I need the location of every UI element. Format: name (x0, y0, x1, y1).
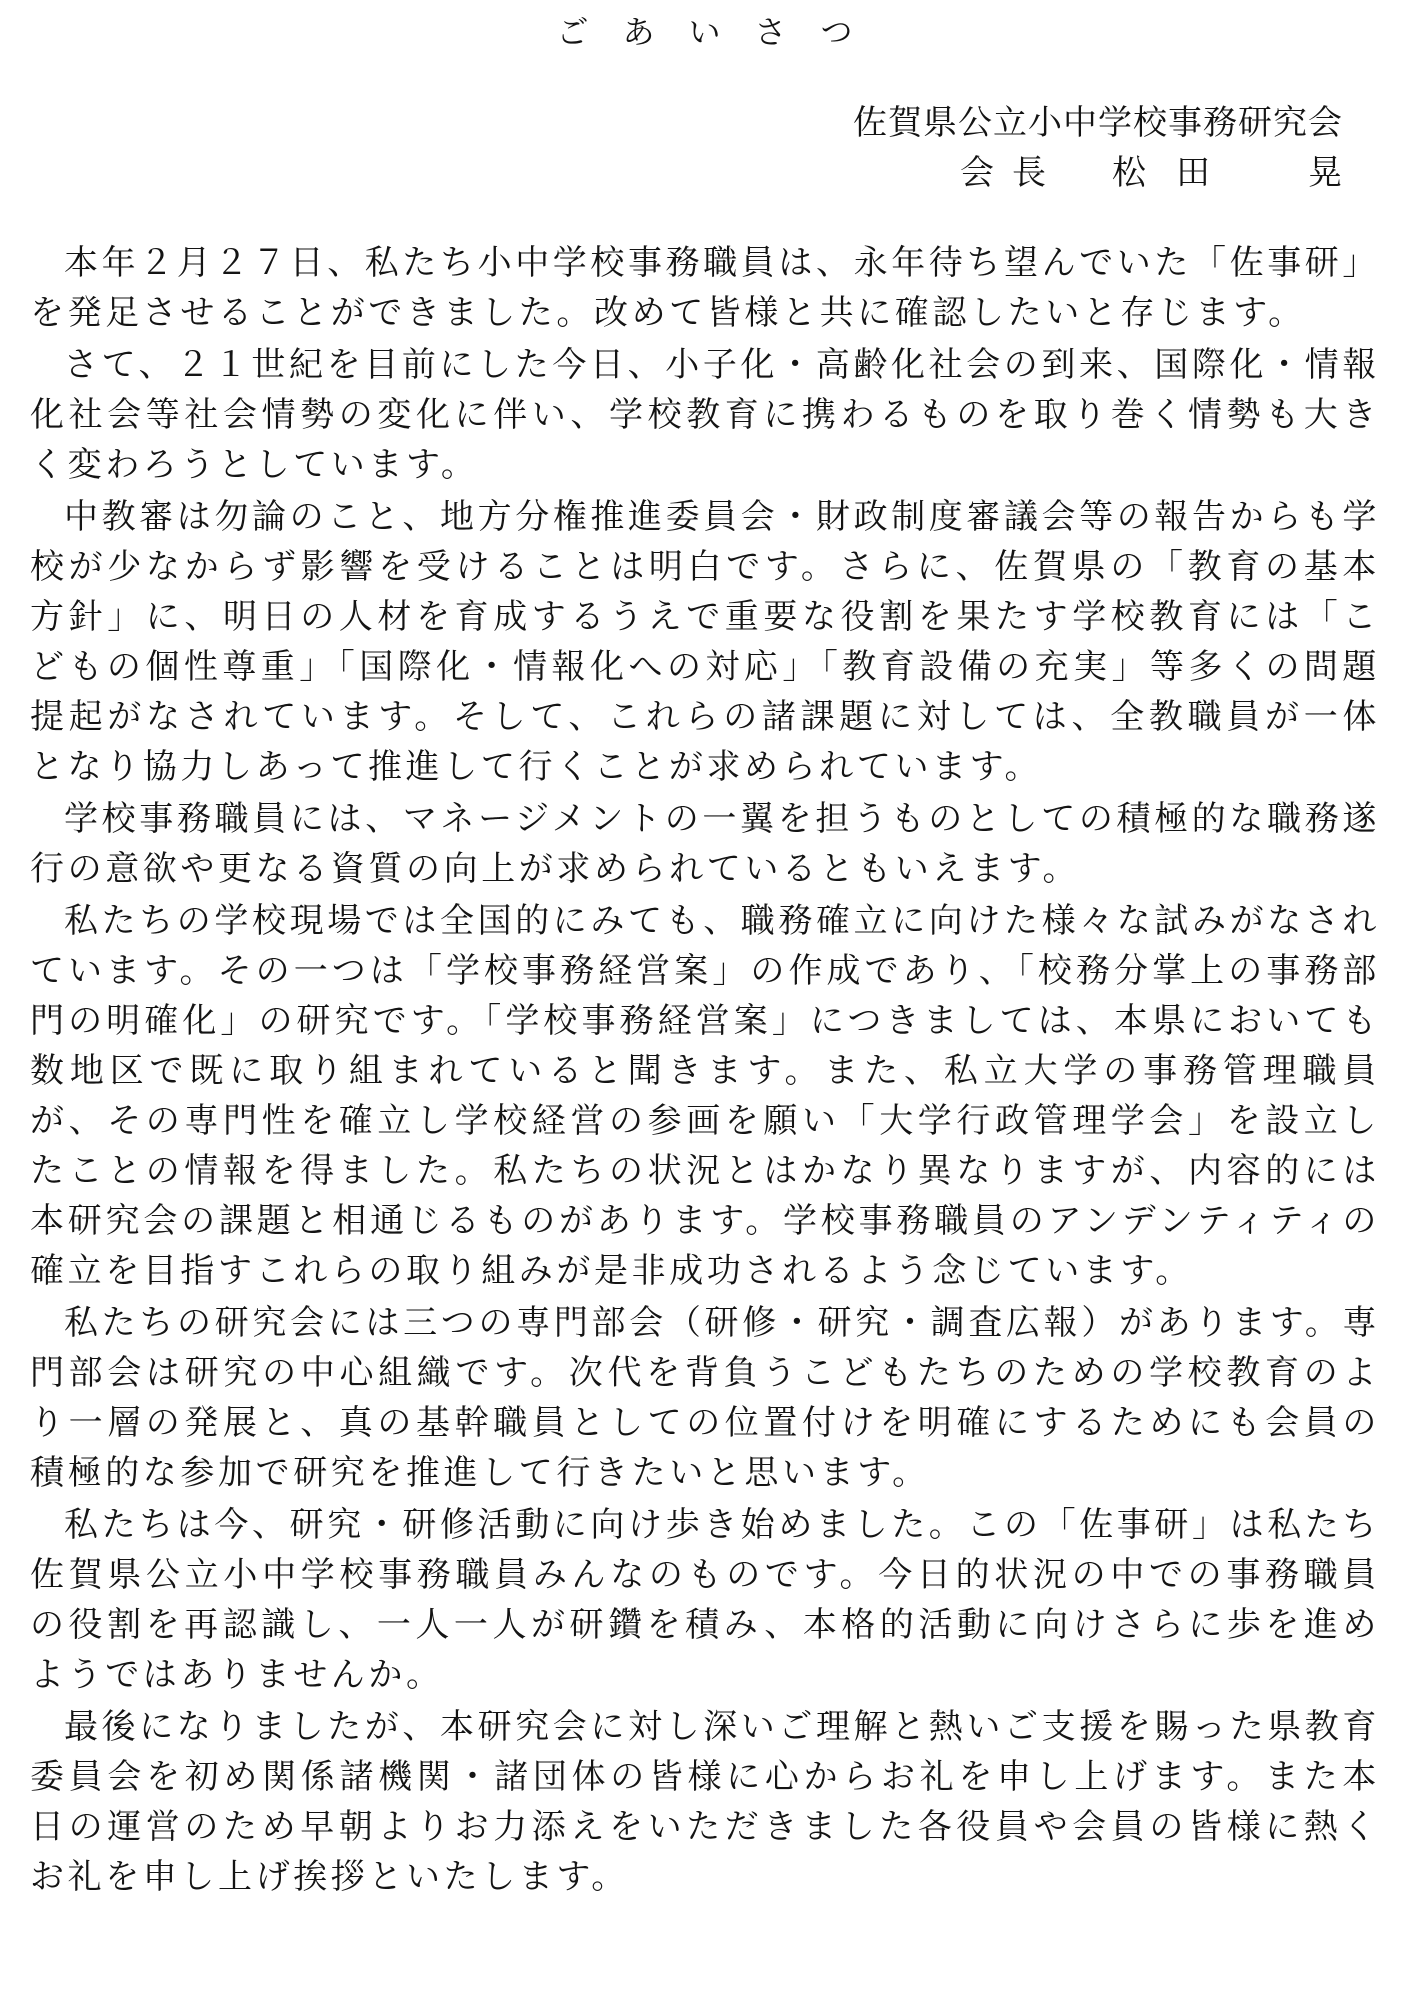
author-family-name: 松田 (1112, 153, 1240, 193)
document-body (30, 238, 1380, 1904)
paragraph: 中教審は勿論のこと、地方分権推進委員会・財政制度審議会等の報告からも学校が少なからず影響を受けることは明白です。さらに、佐賀県の「教育の基本方針」に、明日の人材を育成するうえで重要な役割を果たす学校教育には「こどもの個性尊重」「国際化・情報化への対応」「教育設備の充実」等多くの問題提起がなされています。そして、これらの諸課題に対しては、全教職員が一体となり協力しあって推進して行くことが求められています。 (30, 497, 1380, 787)
paragraph: 私たちの研究会には三つの専門部会（研修・研究・調査広報）があります。専門部会は研究の中心組織です。次代を背負うこどもたちのための学校教育のより一層の発展と、真の基幹職員としての位置付けを明確にするためにも会員の積極的な参加で研究を推進して行きたいと思います。 (30, 1303, 1380, 1493)
paragraph: さて、２１世紀を目前にした今日、小子化・高齢化社会の到来、国際化・情報化社会等社会情勢の変化に伴い、学校教育に携わるものを取り巻く情勢も大きく変わろうとしています。 (30, 345, 1380, 485)
paragraph: 本年２月２７日、私たち小中学校事務職員は、永年待ち望んでいた「佐事研」を発足させることができました。改めて皆様と共に確認したいと存じます。 (30, 243, 1380, 333)
author-block (823, 98, 1343, 198)
paragraph: 最後になりましたが、本研究会に対し深いご理解と熱いご支援を賜った県教育委員会を初め関係諸機関・諸団体の皆様に心からお礼を申し上げます。また本日の運営のため早朝よりお力添えをいただきました各役員や会員の皆様に熱くお礼を申し上げ挨拶といたします。 (30, 1707, 1380, 1897)
author-name (1112, 153, 1343, 193)
paragraph: 私たちは今、研究・研修活動に向け歩き始めました。この「佐事研」は私たち佐賀県公立小中学校事務職員みんなのものです。今日的状況の中での事務職員の役割を再認識し、一人一人が研鑽を積み、本格的活動に向けさらに歩を進めようではありませんか。 (30, 1505, 1380, 1695)
author-role: 会長 (960, 153, 1064, 193)
paragraph: 私たちの学校現場では全国的にみても、職務確立に向けた様々な試みがなされています。その一つは「学校事務経営案」の作成であり、「校務分掌上の事務部門の明確化」の研究です。「学校事務経営案」につきましては、本県においても数地区で既に取り組まれていると聞きます。また、私立大学の事務管理職員が、その専門性を確立し学校経営の参画を願い「大学行政管理学会」を設立したことの情報を得ました。私たちの状況とはかなり異なりますが、内容的には本研究会の課題と相通じるものがあります。学校事務職員のアンデンティティの確立を目指すこれらの取り組みが是非成功されるよう念じています。 (30, 901, 1380, 1291)
author-position (823, 148, 1343, 198)
document-title: ごあいさつ (556, 13, 887, 51)
paragraph: 学校事務職員には、マネージメントの一翼を担うものとしての積極的な職務遂行の意欲や更なる資質の向上が求められているともいえます。 (30, 799, 1380, 889)
author-given-name: 晃 (1308, 153, 1343, 193)
author-organization: 佐賀県公立小中学校事務研究会 (853, 103, 1343, 143)
